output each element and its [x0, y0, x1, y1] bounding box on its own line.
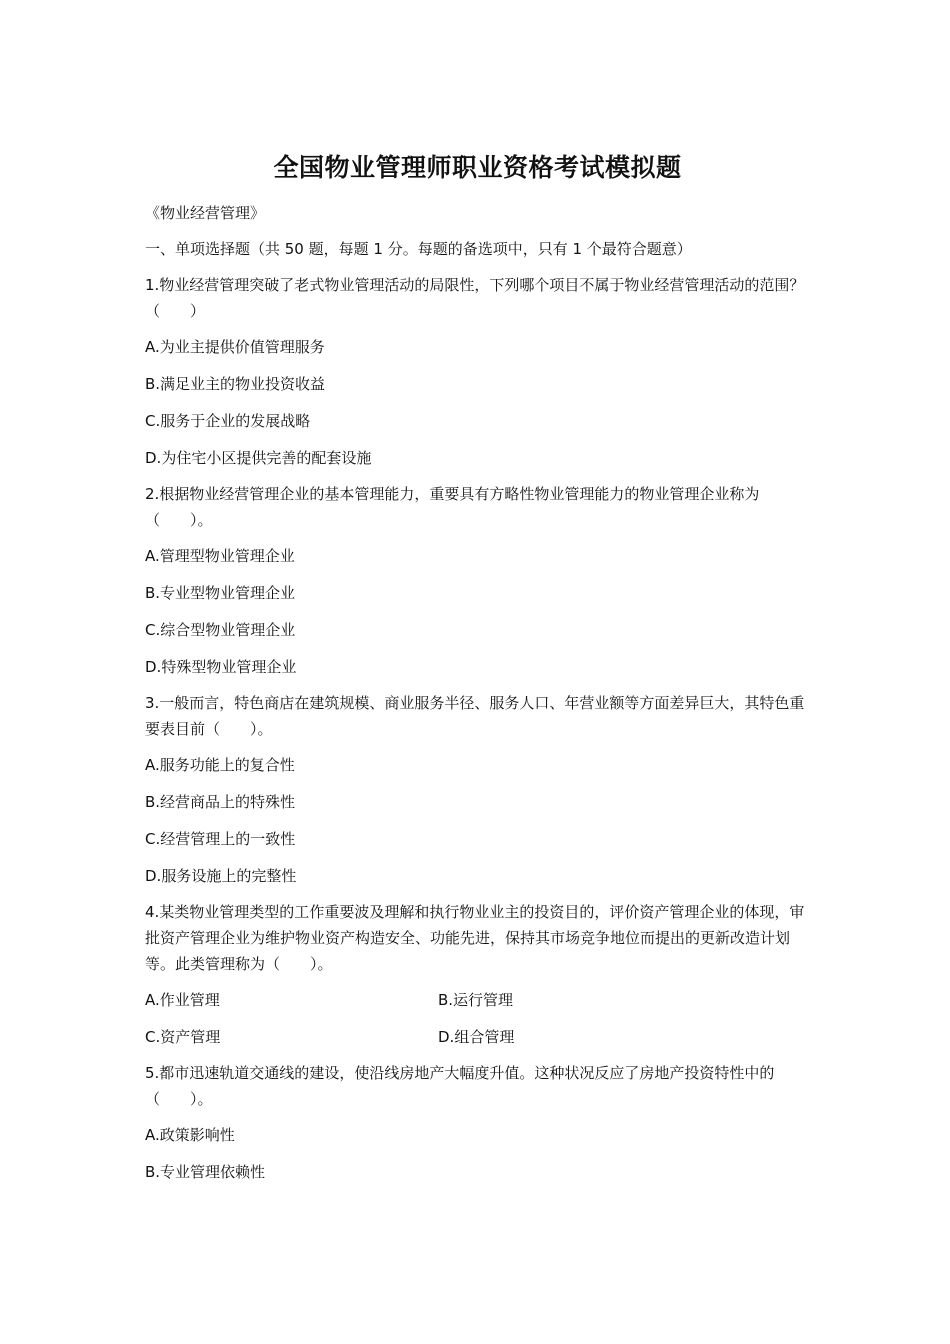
option-c: C.服务于企业的发展战略: [145, 412, 311, 430]
option-b: B.专业管理依赖性: [145, 1163, 266, 1181]
option-a: A.服务功能上的复合性: [145, 756, 295, 774]
question-stem: 5.都市迅速轨道交通线的建设，使沿线房地产大幅度升值。这种状况反应了房地产投资特性中的（ ）。: [145, 1064, 775, 1108]
option-c: C.经营管理上的一致性: [145, 830, 296, 848]
question-stem: 2.根据物业经营管理企业的基本管理能力，重要具有方略性物业管理能力的物业管理企业称为（ ）。: [145, 485, 760, 529]
page-title: 全国物业管理师职业资格考试模拟题: [273, 153, 682, 182]
option-c: C.综合型物业管理企业: [145, 621, 296, 639]
option-a: A.政策影响性: [145, 1126, 235, 1144]
option-b: B.专业型物业管理企业: [145, 584, 296, 602]
subject-heading: 《物业经营管理》: [145, 204, 266, 222]
option-d: D.组合管理: [438, 1028, 515, 1046]
option-d: D.服务设施上的完整性: [145, 867, 297, 885]
question-stem: 3.一般而言，特色商店在建筑规模、商业服务半径、服务人口、年营业额等方面差异巨大，其特色重要表目前（ ）。: [145, 694, 805, 738]
question-stem: 4.某类物业管理类型的工作重要波及理解和执行物业业主的投资目的，评价资产管理企业的体现，审批资产管理企业为维护物业资产构造安全、功能先进，保持其市场竞争地位而提出的更新改造计划等。此类管理称为（ ）。: [145, 903, 805, 973]
option-b: B.经营商品上的特殊性: [145, 793, 296, 811]
option-d: D.特殊型物业管理企业: [145, 658, 297, 676]
option-d: D.为住宅小区提供完善的配套设施: [145, 449, 372, 467]
section-heading: 一、单项选择题（共 50 题，每题 1 分。每题的备选项中，只有 1 个最符合题意）: [145, 240, 692, 258]
option-b: B.运行管理: [438, 991, 514, 1009]
option-b: B.满足业主的物业投资收益: [145, 375, 326, 393]
option-a: A.作业管理: [145, 991, 220, 1009]
option-c: C.资产管理: [145, 1028, 221, 1046]
option-a: A.管理型物业管理企业: [145, 547, 295, 565]
question-stem: 1.物业经营管理突破了老式物业管理活动的局限性，下列哪个项目不属于物业经营管理活动的范围？（ ）: [145, 276, 805, 320]
option-a: A.为业主提供价值管理服务: [145, 338, 325, 356]
